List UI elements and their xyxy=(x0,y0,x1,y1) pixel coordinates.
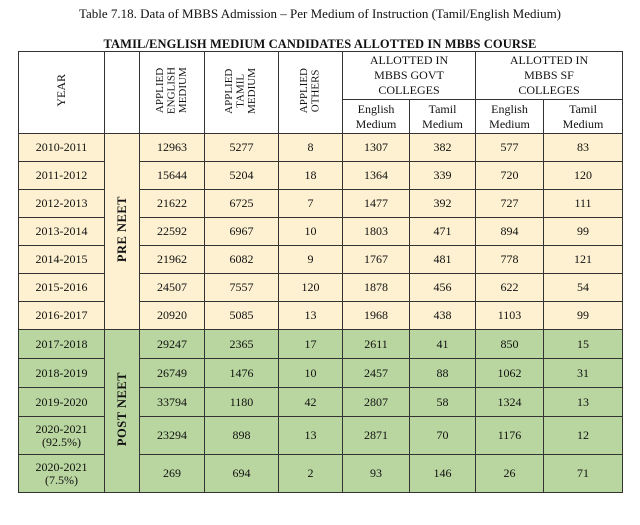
year-cell: 2012-2013 xyxy=(19,190,105,218)
cell: 2365 xyxy=(205,330,279,359)
cell: 15644 xyxy=(140,162,205,190)
year-cell: 2020-2021 (7.5%) xyxy=(19,455,105,493)
cell: 5085 xyxy=(205,302,279,330)
year-cell: 2016-2017 xyxy=(19,302,105,330)
cell: 1364 xyxy=(343,162,410,190)
header-applied-others: APPLIED OTHERS xyxy=(279,52,343,134)
cell: 392 xyxy=(410,190,476,218)
cell: 438 xyxy=(410,302,476,330)
cell: 7 xyxy=(279,190,343,218)
cell: 22592 xyxy=(140,218,205,246)
cell: 1307 xyxy=(343,134,410,162)
cell: 1324 xyxy=(476,388,544,417)
cell: 71 xyxy=(544,455,623,493)
cell: 2871 xyxy=(343,417,410,455)
cell: 6967 xyxy=(205,218,279,246)
cell: 21622 xyxy=(140,190,205,218)
cell: 15 xyxy=(544,330,623,359)
header-govt-english: English Medium xyxy=(343,100,410,134)
year-cell: 2018-2019 xyxy=(19,359,105,388)
cell: 10 xyxy=(279,218,343,246)
table-row xyxy=(19,134,623,162)
cell: 850 xyxy=(476,330,544,359)
cell: 31 xyxy=(544,359,623,388)
cell: 26 xyxy=(476,455,544,493)
cell: 146 xyxy=(410,455,476,493)
cell: 1476 xyxy=(205,359,279,388)
year-cell: 2017-2018 xyxy=(19,330,105,359)
year-cell: 2010-2011 xyxy=(19,134,105,162)
cell: 83 xyxy=(544,134,623,162)
cell: 481 xyxy=(410,246,476,274)
cell: 1180 xyxy=(205,388,279,417)
cell: 1176 xyxy=(476,417,544,455)
cell: 26749 xyxy=(140,359,205,388)
year-cell: 2015-2016 xyxy=(19,274,105,302)
cell: 1803 xyxy=(343,218,410,246)
cell: 13 xyxy=(279,302,343,330)
cell: 6082 xyxy=(205,246,279,274)
cell: 24507 xyxy=(140,274,205,302)
cell: 121 xyxy=(544,246,623,274)
table-caption: Table 7.18. Data of MBBS Admission – Per Medium of Instruction (Tamil/English Medium) xyxy=(78,6,562,21)
cell: 23294 xyxy=(140,417,205,455)
cell: 33794 xyxy=(140,388,205,417)
cell: 720 xyxy=(476,162,544,190)
cell: 456 xyxy=(410,274,476,302)
cell: 93 xyxy=(343,455,410,493)
year-cell: 2011-2012 xyxy=(19,162,105,190)
cell: 70 xyxy=(410,417,476,455)
cell: 12963 xyxy=(140,134,205,162)
header-applied-english: APPLIED ENGLISH MEDIUM xyxy=(140,52,205,134)
cell: 778 xyxy=(476,246,544,274)
cell: 13 xyxy=(544,388,623,417)
cell: 99 xyxy=(544,302,623,330)
cell: 382 xyxy=(410,134,476,162)
header-sf-english: English Medium xyxy=(476,100,544,134)
header-year: YEAR xyxy=(19,52,105,134)
cell: 1477 xyxy=(343,190,410,218)
cell: 727 xyxy=(476,190,544,218)
cell: 898 xyxy=(205,417,279,455)
cell: 8 xyxy=(279,134,343,162)
cell: 1968 xyxy=(343,302,410,330)
cell: 18 xyxy=(279,162,343,190)
table-heading: TAMIL/ENGLISH MEDIUM CANDIDATES ALLOTTED IN MBBS COURSE xyxy=(103,37,537,51)
table-row xyxy=(19,330,623,359)
phase-post-neet: POST NEET xyxy=(105,330,140,493)
cell: 339 xyxy=(410,162,476,190)
cell: 5204 xyxy=(205,162,279,190)
cell: 111 xyxy=(544,190,623,218)
cell: 88 xyxy=(410,359,476,388)
phase-pre-neet: PRE NEET xyxy=(105,134,140,330)
cell: 9 xyxy=(279,246,343,274)
header-phase-blank xyxy=(105,52,140,134)
cell: 21962 xyxy=(140,246,205,274)
cell: 2457 xyxy=(343,359,410,388)
cell: 42 xyxy=(279,388,343,417)
cell: 577 xyxy=(476,134,544,162)
header-govt-colleges: ALLOTTED IN MBBS GOVT COLLEGES xyxy=(343,52,476,100)
cell: 1103 xyxy=(476,302,544,330)
cell: 10 xyxy=(279,359,343,388)
cell: 5277 xyxy=(205,134,279,162)
header-sf-tamil: Tamil Medium xyxy=(544,100,623,134)
cell: 2807 xyxy=(343,388,410,417)
cell: 13 xyxy=(279,417,343,455)
cell: 120 xyxy=(544,162,623,190)
cell: 54 xyxy=(544,274,623,302)
cell: 120 xyxy=(279,274,343,302)
cell: 1767 xyxy=(343,246,410,274)
mbbs-admission-table xyxy=(18,51,623,493)
cell: 17 xyxy=(279,330,343,359)
cell: 622 xyxy=(476,274,544,302)
cell: 1062 xyxy=(476,359,544,388)
year-cell: 2013-2014 xyxy=(19,218,105,246)
header-sf-colleges: ALLOTTED IN MBBS SF COLLEGES xyxy=(476,52,623,100)
year-cell: 2014-2015 xyxy=(19,246,105,274)
cell: 269 xyxy=(140,455,205,493)
year-cell: 2020-2021 (92.5%) xyxy=(19,417,105,455)
cell: 1878 xyxy=(343,274,410,302)
cell: 41 xyxy=(410,330,476,359)
cell: 894 xyxy=(476,218,544,246)
cell: 7557 xyxy=(205,274,279,302)
cell: 471 xyxy=(410,218,476,246)
cell: 20920 xyxy=(140,302,205,330)
cell: 58 xyxy=(410,388,476,417)
cell: 2 xyxy=(279,455,343,493)
cell: 99 xyxy=(544,218,623,246)
cell: 2611 xyxy=(343,330,410,359)
year-cell: 2019-2020 xyxy=(19,388,105,417)
header-govt-tamil: Tamil Medium xyxy=(410,100,476,134)
cell: 29247 xyxy=(140,330,205,359)
cell: 694 xyxy=(205,455,279,493)
cell: 12 xyxy=(544,417,623,455)
cell: 6725 xyxy=(205,190,279,218)
header-applied-tamil: APPLIED TAMIL MEDIUM xyxy=(205,52,279,134)
